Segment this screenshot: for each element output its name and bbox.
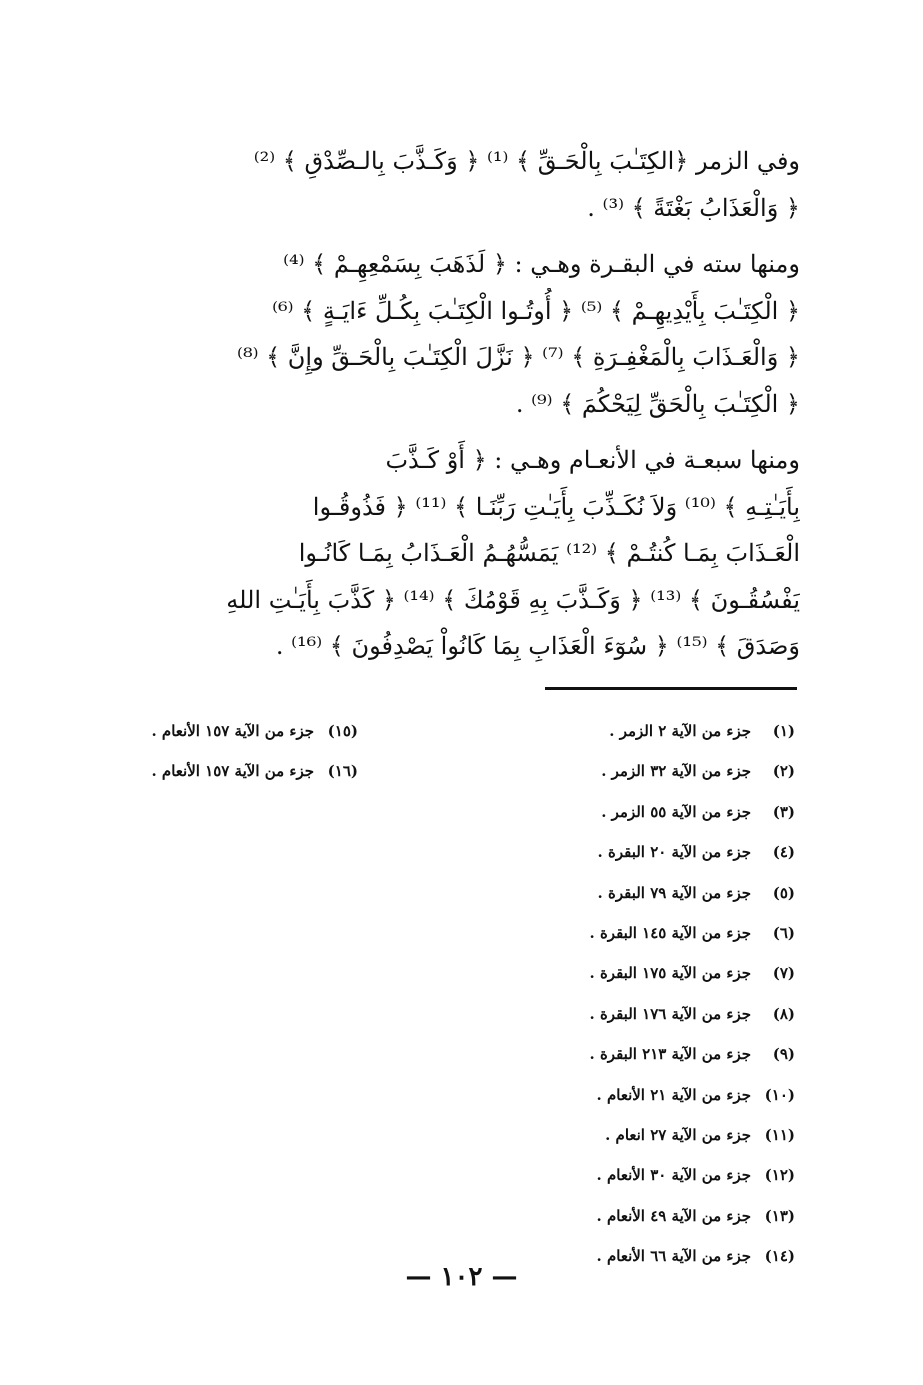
- footnote-text: جزء من الآية ٢٠ البقرة .: [597, 843, 751, 862]
- main-text: [105, 138, 800, 680]
- text-line: ﴿ الْكِتَـٰبَ بِالْحَقِّ لِيَحْكُمَ ﴾ ⁽⁹⁾ .: [515, 389, 800, 418]
- text-line: وفي الزمر ﴿الكِتَـٰبَ بِالْحَـقِّ ﴾ ⁽¹⁾ ﴿ وَكَـذَّبَ بِالـصِّدْقِ ﴾ ⁽²⁾: [253, 147, 800, 175]
- paragraph-zumar: [105, 138, 800, 231]
- footnote-text: جزء من الآية ٧٩ البقرة .: [597, 883, 751, 902]
- footnote-number: (١١): [764, 1126, 795, 1145]
- footnote: [535, 1034, 795, 1074]
- footnote-text: جزء من الآية ٢٧ انعام .: [605, 1126, 751, 1145]
- footnote-text: جزء من الآية ٦٦ الأنعام .: [596, 1247, 751, 1266]
- footnote-number: (٧): [772, 964, 795, 983]
- footnote-number: (١٦): [327, 762, 358, 781]
- footnote: [535, 1115, 795, 1155]
- footnote-text: جزء من الآية ٤٩ الأنعام .: [596, 1206, 751, 1225]
- footnote-number: (١٤): [764, 1247, 795, 1266]
- footnote: [98, 751, 358, 791]
- footnote: [535, 711, 795, 751]
- footnote-number: (١٢): [764, 1166, 795, 1185]
- footnote-number: (٩): [772, 1045, 795, 1064]
- footnote-text: جزء من الآية ١٧٥ البقرة .: [589, 964, 751, 983]
- footnote: [535, 913, 795, 953]
- footnote-number: (٨): [772, 1004, 795, 1023]
- paragraph-baqara: [105, 241, 800, 427]
- footnote-number: (٢): [772, 762, 795, 781]
- footnote-number: (١٣): [764, 1206, 795, 1225]
- footnote: [535, 873, 795, 913]
- text-line: يَفْسُقُـونَ ﴾ ⁽¹³⁾ ﴿ وَكَـذَّبَ بِهِ قَوْمُكَ ﴾ ⁽¹⁴⁾ ﴿ كَذَّبَ بِأَيَـٰتِ اللهِ: [226, 585, 800, 614]
- footnote-text: جزء من الآية ١٥٧ الأنعام .: [151, 762, 314, 781]
- page-number: — ١٠٢ —: [405, 1262, 518, 1292]
- footnote-number: (٥): [772, 883, 795, 902]
- footnote-divider: [545, 687, 797, 690]
- footnote-text: جزء من الآية ٣٢ الزمر .: [601, 762, 751, 781]
- text-line: ومنها سته في البقـرة وهـي : ﴿ لَذَهَبَ بِسَمْعِهِـمْ ﴾ ⁽⁴⁾: [283, 250, 800, 278]
- footnote-text: جزء من الآية ٢١ الأنعام .: [596, 1085, 751, 1104]
- footnote-number: (١٠): [764, 1085, 795, 1104]
- footnote: [98, 711, 358, 751]
- footnote: [535, 1075, 795, 1115]
- footnote-number: (٣): [772, 802, 795, 821]
- footnote-text: جزء من الآية ١٥٧ الأنعام .: [151, 722, 314, 740]
- footnotes-left-column: [98, 711, 358, 792]
- footnote-number: (١٥): [327, 722, 358, 740]
- footnote-text: جزء من الآية ٢١٣ البقرة .: [589, 1045, 751, 1064]
- footnote-text: جزء من الآية ١٤٥ البقرة .: [589, 924, 751, 943]
- footnote-text: جزء من الآية ١٧٦ البقرة .: [589, 1004, 751, 1023]
- footnote: [535, 994, 795, 1034]
- footnote-text: جزء من الآية ٣٠ الأنعام .: [596, 1166, 751, 1185]
- footnote: [535, 792, 795, 832]
- footnote-text: جزء من الآية ٥٥ الزمر .: [601, 802, 751, 821]
- footnote: [535, 1155, 795, 1195]
- text-line: وَصَدَقَ ﴾ ⁽¹⁵⁾ ﴿ سُوٓءَ الْعَذَابِ بِمَا كَانُواْ يَصْدِفُونَ ﴾ ⁽¹⁶⁾ .: [275, 632, 800, 660]
- footnote-number: (٤): [772, 843, 795, 862]
- text-line: ومنها سبعـة في الأنعـام وهـي : ﴿ أَوْ كَـذَّبَ: [385, 446, 800, 474]
- text-line: ﴿ الْكِتَـٰبَ بِأَيْدِيهِـمْ ﴾ ⁽⁵⁾ ﴿ أُوتُـوا الْكِتَـٰبَ بِكُـلِّ ءَايَـةٍ ﴾ ⁽⁶⁾: [272, 296, 800, 325]
- text-line: ﴿ وَالْعَذَابُ بَغْتَةً ﴾ ⁽³⁾ .: [587, 193, 800, 222]
- text-line: ﴿ وَالْعَـذَابَ بِالْمَغْفِـرَةِ ﴾ ⁽⁷⁾ ﴿ نَزَّلَ الْكِتَـٰبَ بِالْحَـقِّ وإِنَّ ﴾ ⁽⁸⁾: [237, 343, 800, 371]
- footnotes-right-column: [535, 711, 795, 1277]
- footnote-number: (٦): [772, 924, 795, 943]
- footnote: [535, 1196, 795, 1236]
- footnote: [535, 832, 795, 872]
- footnote-number: (١): [772, 722, 795, 740]
- text-line: الْعَـذَابَ بِمَـا كُنتُـمْ ﴾ ⁽¹²⁾ يَمَسُّهُـمُ الْعَـذَابُ بِمَـا كَانُـوا: [298, 539, 800, 567]
- paragraph-anam: [105, 437, 800, 670]
- footnote: [535, 953, 795, 993]
- footnote: [535, 751, 795, 791]
- footnote-text: جزء من الآية ٢ الزمر .: [609, 722, 751, 740]
- text-line: بِأَيَـٰتِـهِ ﴾ ⁽¹⁰⁾ وَلاَ نُكَـذِّبَ بِأَيَـٰتِ رَبِّنَـا ﴾ ⁽¹¹⁾ ﴿ فَذُوقُـوا: [312, 492, 800, 521]
